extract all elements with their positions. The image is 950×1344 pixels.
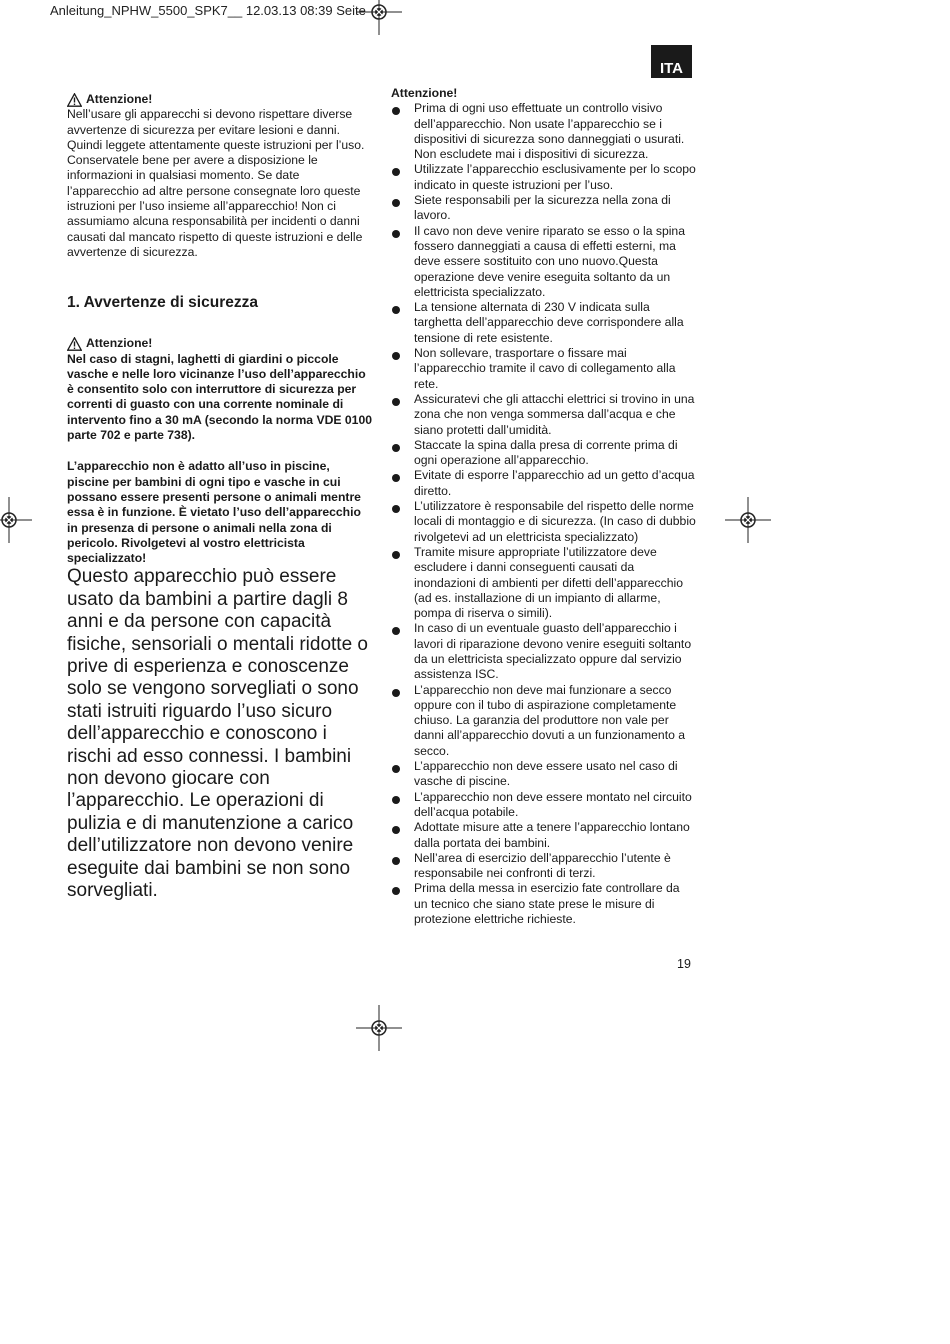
list-item: L’apparecchio non deve mai funzionare a secco oppure con il tubo di aspirazione completamente chiuso. La garanzia del produttore non vale per danni all’apparecchio dovuti a un funzionamento a secco. bbox=[391, 683, 696, 759]
warning-title: Attenzione! bbox=[86, 336, 153, 351]
list-item: Nell’area di esercizio dell’apparecchio l’utente è responsabile nei confronti di terzi. bbox=[391, 851, 696, 882]
print-header: Anleitung_NPHW_5500_SPK7__ 12.03.13 08:39 Seite bbox=[50, 3, 366, 18]
list-item: Utilizzate l’apparecchio esclusivamente per lo scopo indicato in queste istruzioni per l’uso. bbox=[391, 162, 696, 193]
language-tab: ITA bbox=[651, 45, 692, 78]
list-item: Adottate misure atte a tenere l’apparecchio lontano dalla portata dei bambini. bbox=[391, 820, 696, 851]
list-item: In caso di un eventuale guasto dell’apparecchio i lavori di riparazione devono venire eseguiti soltanto da un elettricista specializzato oppure dal servizio assistenza ISC. bbox=[391, 621, 696, 682]
list-item: Il cavo non deve venire riparato se esso o la spina fossero danneggiati a causa di effetti esterni, ma deve essere sostituito con uno nuovo.Questa operazione deve venire eseguita soltanto da un elettricista specializzato. bbox=[391, 224, 696, 300]
warning-title: Attenzione! bbox=[86, 92, 153, 106]
list-item: L’apparecchio non deve essere usato nel caso di vasche di piscine. bbox=[391, 759, 696, 790]
warning-triangle-icon bbox=[67, 93, 82, 107]
rcd-warning-text: Nel caso di stagni, laghetti di giardini o piccole vasche e nelle loro vicinanze l’uso dell’apparecchio è consentito solo con interruttore di sicurezza per correnti di guasto con una corrente nominale di intervento fino a 30 mA (secondo la norma VDE 0100 parte 702 e parte 738). bbox=[67, 351, 372, 443]
section-title: 1. Avvertenze di sicurezza bbox=[67, 294, 258, 312]
children-notice-text: Questo apparecchio può essere usato da bambini a partire dagli 8 anni e da persone con capacità fisiche, sensoriali o mentali ridotte o prive di esperienza e conoscenze solo se vengono sorvegliati o sono stati istruiti riguardo l’uso sicuro dell’apparecchio e conoscono i rischi ad esso connessi. I bambini non devono giocare con l’apparecchio. Le operazioni di pulizia e di manutenzione a carico dell’utilizzatore non devono venire eseguite dai bambini se non sono sorvegliati. bbox=[67, 566, 368, 902]
list-item: Prima della messa in esercizio fate controllare da un tecnico che siano state prese le misure di protezione elettriche richieste. bbox=[391, 881, 696, 927]
list-item: Non sollevare, trasportare o fissare mai l’apparecchio tramite il cavo di collegamento alla rete. bbox=[391, 346, 696, 392]
list-item: Tramite misure appropriate l’utilizzatore deve escludere i danni conseguenti causati da inondazioni di ambienti per difetti dell’apparecchio (ad es. installazione di un impianto di allarme, pompa di riserva o simili). bbox=[391, 545, 696, 621]
warning-heading bbox=[67, 92, 372, 107]
registration-mark-top-icon bbox=[356, 0, 402, 35]
page-number: 19 bbox=[677, 957, 691, 971]
list-item: La tensione alternata di 230 V indicata sulla targhetta dell’apparecchio deve corrispondere alla tensione di rete esistente. bbox=[391, 300, 696, 346]
safety-bullet-list bbox=[391, 101, 696, 927]
pool-warning-text: L’apparecchio non è adatto all’uso in piscine, piscine per bambini di ogni tipo e vasche in cui possano essere presenti persone o animali mentre essa è in funzione. È vietato l’uso dell’apparecchio in presenza di persone o animali nella zona di pericolo. Rivolgetevi al vostro elettricista specializzato! bbox=[67, 459, 361, 566]
list-item: L’apparecchio non deve essere montato nel circuito dell’acqua potabile. bbox=[391, 790, 696, 821]
list-item: Evitate di esporre l’apparecchio ad un getto d’acqua diretto. bbox=[391, 468, 696, 499]
left-column bbox=[67, 92, 372, 903]
registration-mark-left-icon bbox=[0, 497, 32, 543]
warning-heading bbox=[67, 336, 372, 351]
list-item: L’utilizzatore è responsabile del rispetto delle norme locali di montaggio e di sicurezza. (In caso di dubbio rivolgetevi ad un elettricista specializzato) bbox=[391, 499, 696, 545]
list-item: Siete responsabili per la sicurezza nella zona di lavoro. bbox=[391, 193, 696, 224]
right-warning-title: Attenzione! bbox=[391, 86, 458, 100]
warning-text: Nell’usare gli apparecchi si devono rispettare diverse avvertenze di sicurezza per evitare lesioni e danni. Quindi leggete attentamente queste istruzioni per l’uso. Conservatele bene per avere a disposizione le informazioni in qualsiasi momento. Se date l’apparecchio ad altre persone consegnate loro queste istruzioni per l’uso insieme all’apparecchio! Non ci assumiamo alcuna responsabilità per incidenti o danni causati dal mancato rispetto di queste istruzioni e delle avvertenze di sicurezza. bbox=[67, 107, 365, 259]
right-column bbox=[391, 86, 696, 927]
list-item: Staccate la spina dalla presa di corrente prima di ogni operazione all’apparecchio. bbox=[391, 438, 696, 469]
warning-triangle-icon bbox=[67, 337, 82, 351]
list-item: Prima di ogni uso effettuate un controllo visivo dell’apparecchio. Non usate l’apparecchio se i dispositivi di sicurezza sono danneggiati o usurati. Non escludete mai i dispositivi di sicurezza. bbox=[391, 101, 696, 162]
registration-mark-right-icon bbox=[725, 497, 771, 543]
registration-mark-bottom-icon bbox=[356, 1005, 402, 1051]
list-item: Assicuratevi che gli attacchi elettrici si trovino in una zona che non venga sommersa dall’acqua e che siano protetti dall’umidità. bbox=[391, 392, 696, 438]
